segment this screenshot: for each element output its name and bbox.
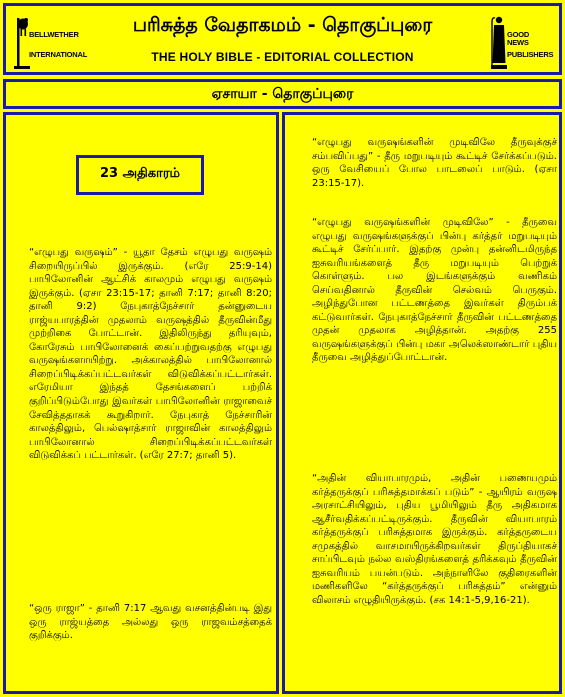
- right-paragraph-2: “எழுபது வருஷங்களின் முடிவிலே” - தீருவை எழுபது வருஷங்களுக்குப் பின்பு கர்த்தர் மறுபடியும் கூட்டிச் சேர்ப்பார். இதற்கு முன்பு தன்னிடமிருந்த ஐசுவரியங்களைத் தீரு மறுபடியும் பெற்றுக் கொள்ளும். பல இடங்களுக்கும் வணிகம் செய்வதினால் தீருவின் செல்வம் பெருகும். அழிந்துபோன பட்டணத்தை இவர்கள் திரும்பக் கட்டுவார்கள். நேபுகாத்நேச்சார் தீருவின் பட்டணத்தை முதன் முதலாக அழித்தான். அதற்கு 255 வருஷங்களுக்குப் பின்பு மகா அலெக்ஸாண்டார் புதிய தீருவை அழித்துப்போட்டான்.: [312, 217, 557, 364]
- page-title-english: THE HOLY BIBLE - EDITORIAL COLLECTION: [151, 50, 414, 64]
- chapter-heading: 23 அதிகாரம்: [76, 155, 204, 195]
- logo-left-line2: INTERNATIONAL: [29, 50, 88, 59]
- logo-right-line1: GOOD NEWS: [507, 30, 530, 47]
- logo-right-line2: PUBLISHERS: [507, 50, 554, 59]
- good-news-logo: [491, 14, 554, 70]
- right-paragraph-3: “அதின் வியாபாரமும், அதின் பணையமும் கர்த்தருக்குப் பரிசுத்தமாக்கப் படும்” - ஆயிரம் வருஷ அரசாட்சியிலும், புதிய பூமியிலும் தீரு அதிகமாக ஆசீர்வதிக்கப்பட்டிருக்கும். தீருவின் வியாபாரம் கர்த்தருக்குப் பரிசுத்தமாக இருக்கும். கர்த்தருடைய சமுகத்தில் வாசமாயிருக்கிறவர்கள் திருப்தியாகச் சாப்பிடவும் நல்ல வஸ்திரங்களைத் தரிக்கவும் தீருவின் ஐசுவரியம் பயன்படும். அந்நாளிலே குதிரைகளின் மணிகளிலே “கர்த்தருக்குப் பரிசுத்தம்” என்னும் விலாசம் எழுதியிருக்கும். (சக 14:1-5,9,16-21).: [312, 473, 557, 606]
- header-banner: [3, 3, 562, 75]
- right-paragraph-1: “எழுபது வருஷங்களின் முடிவிலே தீருவுக்குச் சம்பவிப்பது” - தீரு மறுபடியும் கூட்டிச் சேர்க்கப்படும். ஒரு வேசியைப் போல பாடலைப் பாடும். (ஏசா 23:15-17).: [312, 137, 557, 189]
- logo-left-line1: BELLWETHER: [29, 30, 79, 39]
- subtitle-bar: [3, 79, 562, 109]
- shepherd-icon: [491, 14, 507, 70]
- left-paragraph-2: “ஒரு ராஜா” - தானி 7:17 ஆவது வசனத்தின்படி இது ஒரு ராஜ்யத்தை அல்லது ஒரு ராஜவம்சத்தைக் குறிக்கும்.: [29, 603, 272, 642]
- page-title-tamil: பரிசுத்த வேதாகமம் - தொகுப்புரை: [132, 14, 433, 36]
- book-subtitle: ஏசாயா - தொகுப்புரை: [211, 86, 354, 102]
- left-paragraph-1: “எழுபது வருஷம்” - யூதா தேசம் எழுபது வருஷம் சிறையிருப்பில் இருக்கும். (எரே 25:9-14) பாபிலோனின் ஆட்சிக் காலமும் எழுபது வருஷம் இருக்கும். (ஏசா 23:15-17; தானி 7:17; தானி 8:20; தானி 9:2) நேபுகாத்நேச்சார் தன்னுடைய ராஜ்யபாரத்தின் முதலாம் வருஷத்தில் தீருவின்மீது முற்றிகை போட்டான். இதிலிருந்து தரியுவும், கோரேசும் பாபிலோனைக் கைப்பற்றுவதற்கு எழுபது வருஷங்களாயிற்று. அக்காலத்தில் பாபிலோனால் சிறைப்பிடிக்கப்பட்டவர்கள் விடுவிக்கப்பட்டார்கள். எரேமியா இந்தத் தேசங்களைப் பற்றிக் குறிப்பிடும்போது இவர்கள் பாபிலோனின் ராஜாவைச் சேவித்ததாகக் கூறுகிறார். நேபுகாத் நேச்சாரின் காலத்திலும், பெல்ஷாத்சார் ராஜாவின் காலத்திலும் பாபிலோனால் சிறைப்பிடிக்கப்பட்டவர்கள் விடுவிக்கப் பட்டார்கள். (எரே 27:7; தானி 5).: [29, 247, 272, 462]
